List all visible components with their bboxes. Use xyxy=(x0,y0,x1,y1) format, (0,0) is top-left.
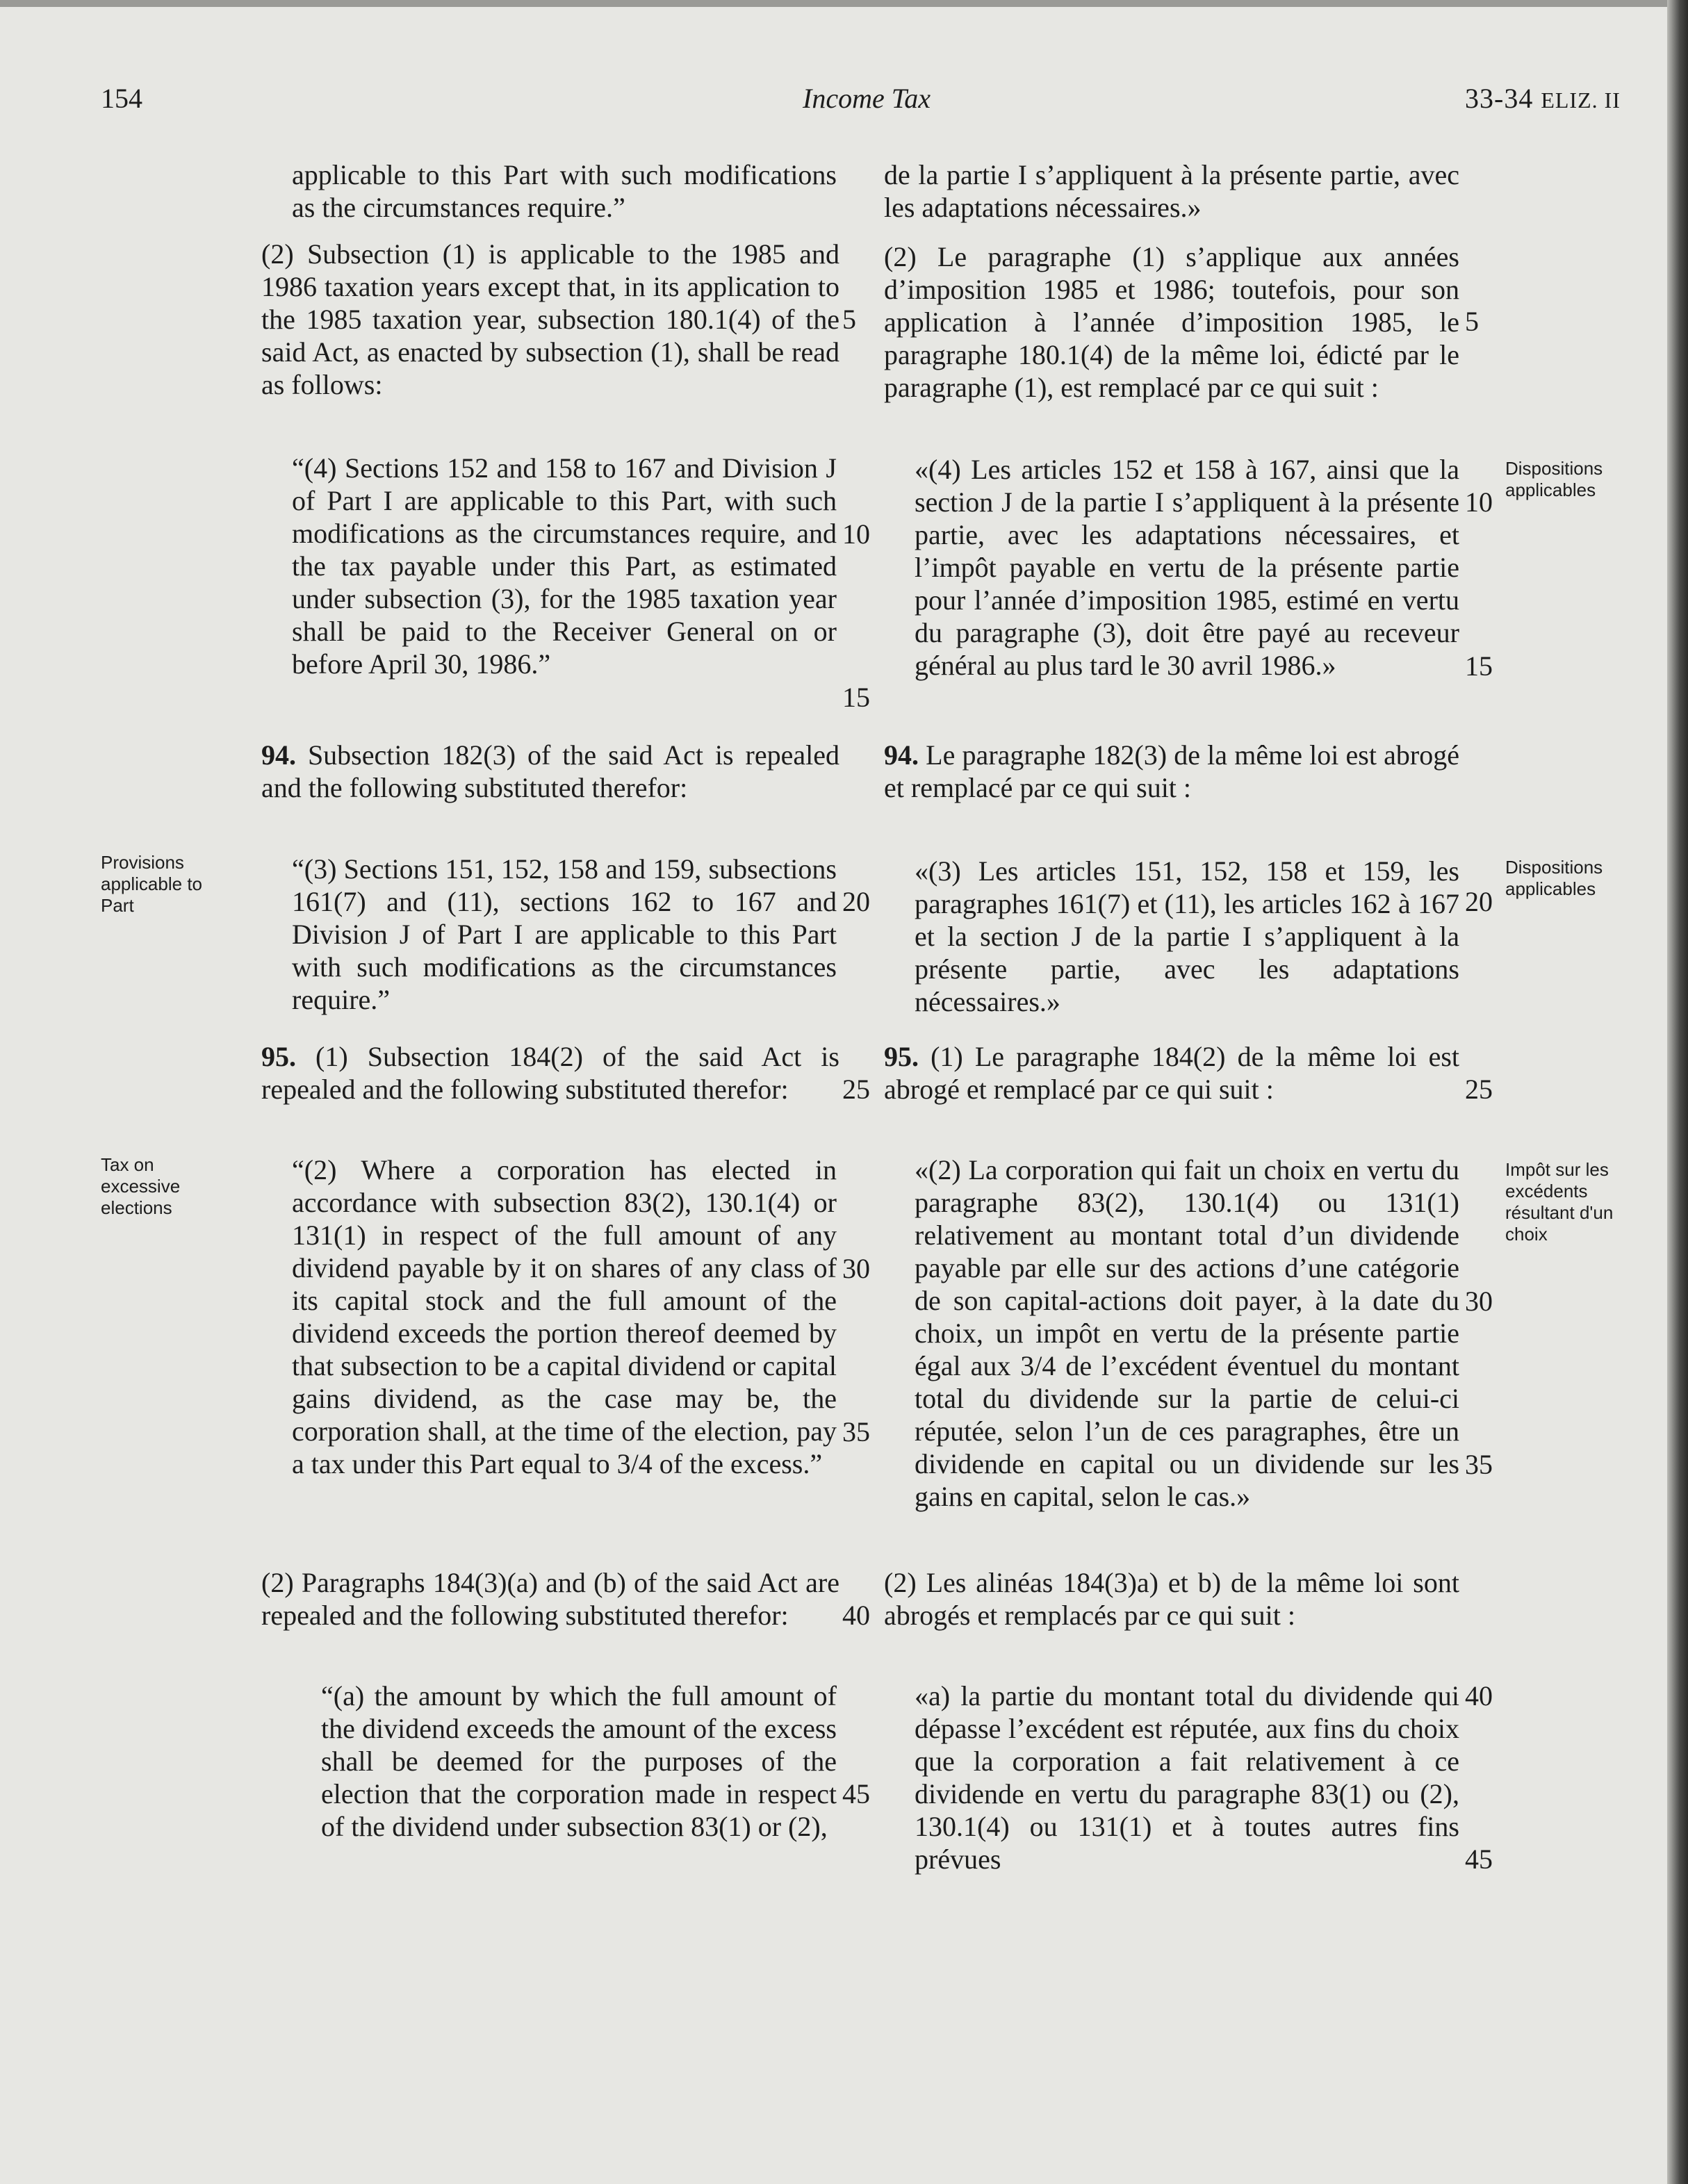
line-number: 25 xyxy=(842,1074,870,1105)
running-title: Income Tax xyxy=(803,83,931,114)
line-number: 15 xyxy=(842,682,870,713)
margin-note-dispositions-applicables: Dispositions applicables xyxy=(1505,857,1603,899)
line-number: 5 xyxy=(842,304,856,335)
fr-section-94: 94. Le paragraphe 182(3) de la même loi est abrogé et remplacé par ce qui suit : xyxy=(884,739,1459,803)
fr-quoted-subsection-4: «(4) Les articles 152 et 158 à 167, ainsi que la section J de la partie I s’appliquent à la présente partie, avec les adaptations nécessaires, et l’impôt payable en vertu de la présente partie pour l’année d’imposition 1985, estimé en vertu du paragraphe (3), doit être payé au receveur général au plus tard le 30 avril 1986.» xyxy=(915,454,1459,681)
line-number: 20 xyxy=(842,886,870,917)
margin-note-impot-excedents: Impôt sur les excédents résultant d'un choix xyxy=(1505,1159,1614,1245)
line-number: 10 xyxy=(1465,486,1493,518)
line-number: 45 xyxy=(1465,1844,1493,1875)
line-number: 20 xyxy=(1465,886,1493,917)
scan-binding-edge xyxy=(1667,0,1688,2184)
fr-subsection-2-paragraph: (2) Le paragraphe (1) s’applique aux années d’imposition 1985 et 1986; toutefois, pour son application à l’année d’imposition 1985, le paragraphe 180.1(4) de la même loi, édicté par le paragraphe (1), est remplacé par ce qui suit : xyxy=(884,241,1459,403)
en-section-94: 94. Subsection 182(3) of the said Act is repealed and the following substituted therefor: xyxy=(261,739,839,803)
regnal-year: 33-34 ELIZ. II xyxy=(1465,83,1621,114)
fr-quoted-subsection-2: «(2) La corporation qui fait un choix en vertu du paragraphe 83(2), 130.1(4) ou 131(1) relativement au montant total d’un dividende payable par elle sur des actions d’une catégorie de son capital-actions doit payer, à la date du choix, un impôt en vertu de la présente partie égal aux 3/4 de l’excédent éventuel du montant total du dividende sur la partie de celui-ci réputée, selon l’un de ces paragraphes, être un dividende en capital ou un dividende sur les gains en capital, selon le cas.» xyxy=(915,1154,1459,1512)
line-number: 30 xyxy=(842,1253,870,1284)
line-number: 10 xyxy=(842,518,870,550)
fr-section-95-1: 95. (1) Le paragraphe 184(2) de la même loi est abrogé et remplacé par ce qui suit : xyxy=(884,1041,1459,1105)
en-quoted-subsection-2: “(2) Where a corporation has elected in accordance with subsection 83(2), 130.1(4) or 131(1) in respect of the full amount of any dividend payable by it on shares of any class of its capital stock and the full amount of the dividend exceeds the portion thereof deemed by that subsection to be a capital dividend or capital gains dividend, as the case may be, the corporation shall, at the time of the election, pay a tax under this Part equal to 3/4 of the excess.” xyxy=(292,1154,837,1479)
line-number: 40 xyxy=(842,1600,870,1631)
line-number: 45 xyxy=(842,1778,870,1809)
en-continuation-paragraph: applicable to this Part with such modifications as the circumstances require.” xyxy=(292,159,837,223)
en-quoted-subsection-4: “(4) Sections 152 and 158 to 167 and Division J of Part I are applicable to this Part, with such modifications as the circumstances require, and the tax payable under this Part, as estimated under subsection (3), for the 1985 taxation year shall be paid to the Receiver General on or before April 30, 1986.” xyxy=(292,452,837,680)
fr-section-95-2: (2) Les alinéas 184(3)a) et b) de la même loi sont abrogés et remplacés par ce qui suit : xyxy=(884,1567,1459,1631)
line-number: 5 xyxy=(1465,306,1479,337)
margin-note-tax-excessive-elections: Tax on excessive elections xyxy=(101,1154,181,1218)
margin-note-dispositions-applicables: Dispositions applicables xyxy=(1505,458,1603,500)
line-number: 15 xyxy=(1465,650,1493,682)
scan-top-edge xyxy=(0,0,1688,7)
line-number: 30 xyxy=(1465,1286,1493,1317)
en-quoted-subsection-3: “(3) Sections 151, 152, 158 and 159, subsections 161(7) and (11), sections 162 to 167 and Division J of Part I are applicable to this Part with such modifications as the circumstances require.” xyxy=(292,853,837,1015)
fr-continuation-paragraph: de la partie I s’appliquent à la présente partie, avec les adaptations nécessaires.» xyxy=(884,159,1459,223)
line-number: 35 xyxy=(1465,1449,1493,1480)
en-subsection-2-paragraph: (2) Subsection (1) is applicable to the 1985 and 1986 taxation years except that, in its application to the 1985 taxation year, subsection 180.1(4) of the said Act, as enacted by subsection (1), shall be read as follows: xyxy=(261,238,839,400)
line-number: 35 xyxy=(842,1416,870,1447)
en-section-95-1: 95. (1) Subsection 184(2) of the said Act is repealed and the following substituted therefor: xyxy=(261,1041,839,1105)
fr-quoted-paragraph-a: «a) la partie du montant total du dividende qui dépasse l’excédent est réputée, aux fins du choix que la corporation a fait relativement à ce dividende en vertu du paragraphe 83(1) ou (2), 130.1(4) ou 131(1) et à toutes autres fins prévues xyxy=(915,1680,1459,1875)
page-number: 154 xyxy=(101,83,142,114)
fr-quoted-subsection-3: «(3) Les articles 151, 152, 158 et 159, les paragraphes 161(7) et (11), les articles 162 à 167 et la section J de la partie I s’appliquent à la présente partie, avec les adaptations nécessaires.» xyxy=(915,855,1459,1017)
line-number: 25 xyxy=(1465,1074,1493,1105)
en-section-95-2: (2) Paragraphs 184(3)(a) and (b) of the said Act are repealed and the following substituted therefor: xyxy=(261,1567,839,1631)
margin-note-provisions-applicable: Provisions applicable to Part xyxy=(101,852,202,916)
line-number: 40 xyxy=(1465,1680,1493,1711)
en-quoted-paragraph-a: “(a) the amount by which the full amount of the dividend exceeds the amount of the excess shall be deemed for the purposes of the election that the corporation made in respect of the dividend under subsection 83(1) or (2), xyxy=(321,1680,837,1842)
